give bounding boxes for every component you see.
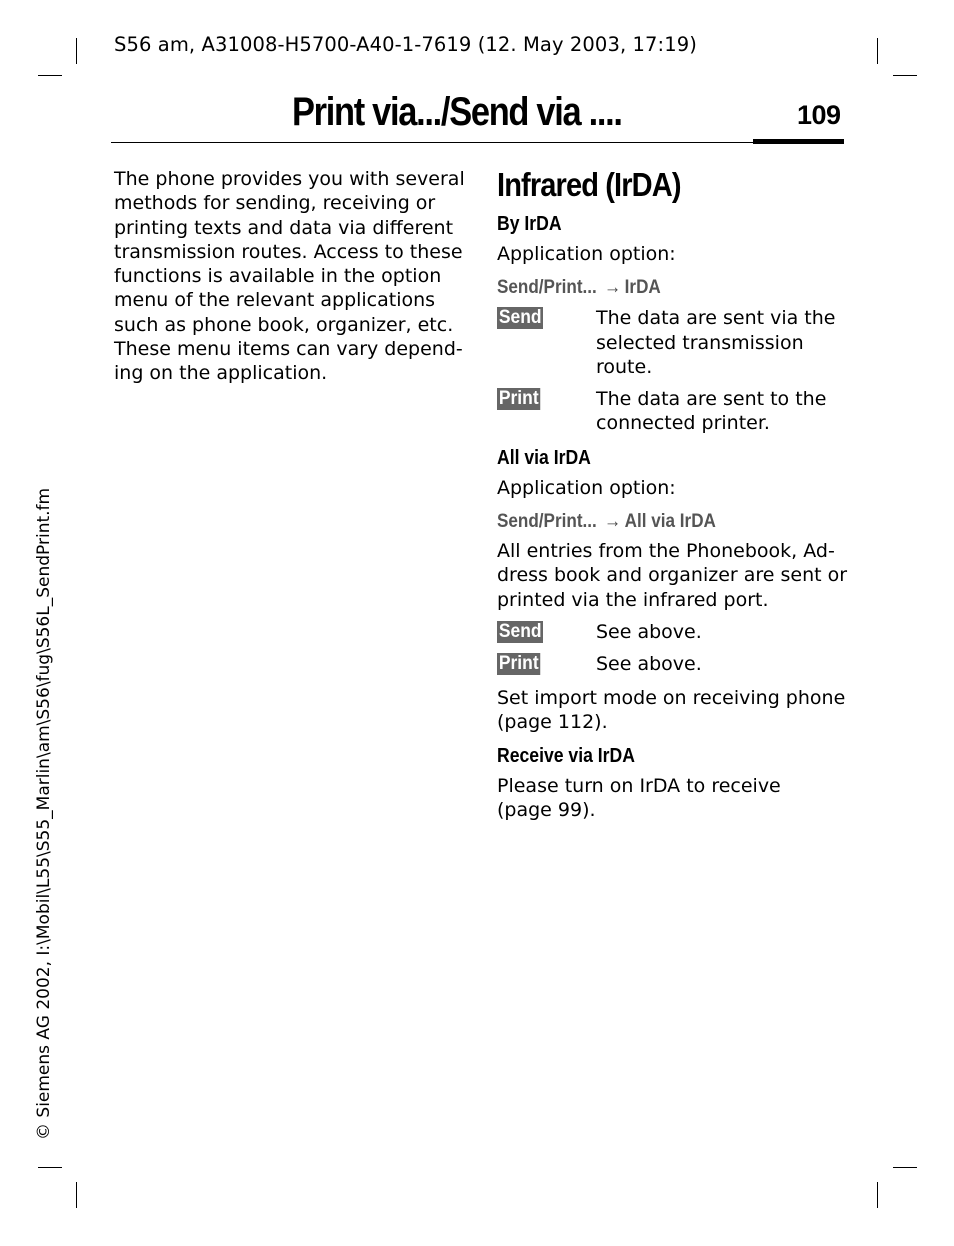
import-mode-note — [497, 686, 847, 735]
page-title: Print via.../Send via .... — [292, 90, 622, 134]
menu-path-start: Send/Print... — [497, 277, 597, 299]
print-softkey: Print — [498, 388, 539, 410]
copyright-file-path: © Siemens AG 2002, I:\Mobil\L55\S55_Marlin\am\S56\fug\S56L_SendPrint.fm — [34, 487, 54, 1140]
crop-mark-bottom-right-v — [877, 1182, 878, 1208]
intro-line: printing texts and data via different — [114, 216, 454, 239]
page-number: 109 — [797, 100, 841, 130]
crop-mark-bottom-right-h — [893, 1167, 917, 1168]
all-via-description — [497, 539, 847, 612]
desc-line: The data are sent via the — [596, 307, 836, 330]
intro-line: methods for sending, receiving or — [114, 192, 436, 215]
desc-line: All entries from the Phonebook, Ad- — [497, 540, 835, 563]
application-option-label: Application option: — [497, 476, 676, 499]
crop-mark-top-right-h — [893, 75, 917, 76]
menu-path — [497, 276, 812, 300]
menu-path — [497, 510, 812, 534]
all-via-irda-block — [497, 446, 847, 734]
desc-line: selected transmission — [596, 331, 804, 354]
crop-mark-top-left-h — [38, 75, 62, 76]
desc-line: printed via the infrared port. — [497, 588, 769, 611]
intro-line: such as phone book, organizer, etc. — [114, 313, 454, 336]
print-option-description — [596, 387, 847, 436]
print-softkey: Print — [498, 653, 539, 675]
send-option-description: See above. — [596, 620, 702, 643]
note-line: Set import mode on receiving phone — [497, 686, 846, 709]
page-number-rule — [753, 139, 844, 144]
receive-line: Please turn on IrDA to receive — [497, 775, 781, 798]
document-header: S56 am, A31008-H5700-A40-1-7619 (12. May 2003, 17:19) — [114, 33, 697, 56]
by-irda-block — [497, 212, 847, 436]
desc-line: connected printer. — [596, 412, 770, 435]
print-option-description: See above. — [596, 653, 702, 676]
intro-line: These menu items can vary depend- — [114, 338, 463, 361]
intro-paragraph — [114, 167, 464, 386]
send-option-description — [596, 306, 847, 379]
crop-mark-top-right-v — [877, 38, 878, 64]
intro-line: menu of the relevant applications — [114, 289, 436, 312]
intro-line: ing on the application. — [114, 362, 328, 385]
receive-via-irda-block — [497, 744, 847, 823]
receive-via-irda-heading: Receive via IrDA — [497, 745, 635, 768]
application-option-label: Application option: — [497, 243, 676, 265]
menu-path-start: Send/Print... — [497, 511, 597, 533]
intro-line: transmission routes. Access to these — [114, 240, 463, 263]
desc-line: route. — [596, 355, 653, 378]
all-via-irda-heading: All via IrDA — [497, 446, 591, 469]
title-rule — [111, 142, 755, 143]
menu-path-end: All via IrDA — [624, 511, 716, 533]
send-softkey: Send — [498, 620, 542, 642]
print-option-row — [497, 387, 847, 436]
arrow-right-icon: → — [603, 511, 622, 533]
receive-line: (page 99). — [497, 799, 596, 822]
send-option-row — [497, 306, 847, 379]
print-option-row — [497, 652, 847, 676]
section-title: Infrared (IrDA) — [497, 166, 681, 203]
arrow-right-icon: → — [603, 277, 622, 299]
receive-text — [497, 774, 847, 823]
infrared-section — [497, 164, 847, 823]
crop-mark-bottom-left-h — [38, 1167, 62, 1168]
send-option-row — [497, 620, 847, 644]
menu-path-end: IrDA — [624, 277, 661, 299]
by-irda-heading: By IrDA — [497, 213, 562, 235]
desc-line: dress book and organizer are sent or — [497, 564, 848, 587]
intro-line: functions is available in the option — [114, 265, 442, 288]
intro-line: The phone provides you with several — [114, 168, 465, 190]
crop-mark-bottom-left-v — [76, 1182, 77, 1208]
crop-mark-top-left-v — [76, 38, 77, 64]
desc-line: The data are sent to the — [596, 388, 827, 411]
send-softkey: Send — [498, 307, 542, 329]
note-line: (page 112). — [497, 710, 608, 733]
